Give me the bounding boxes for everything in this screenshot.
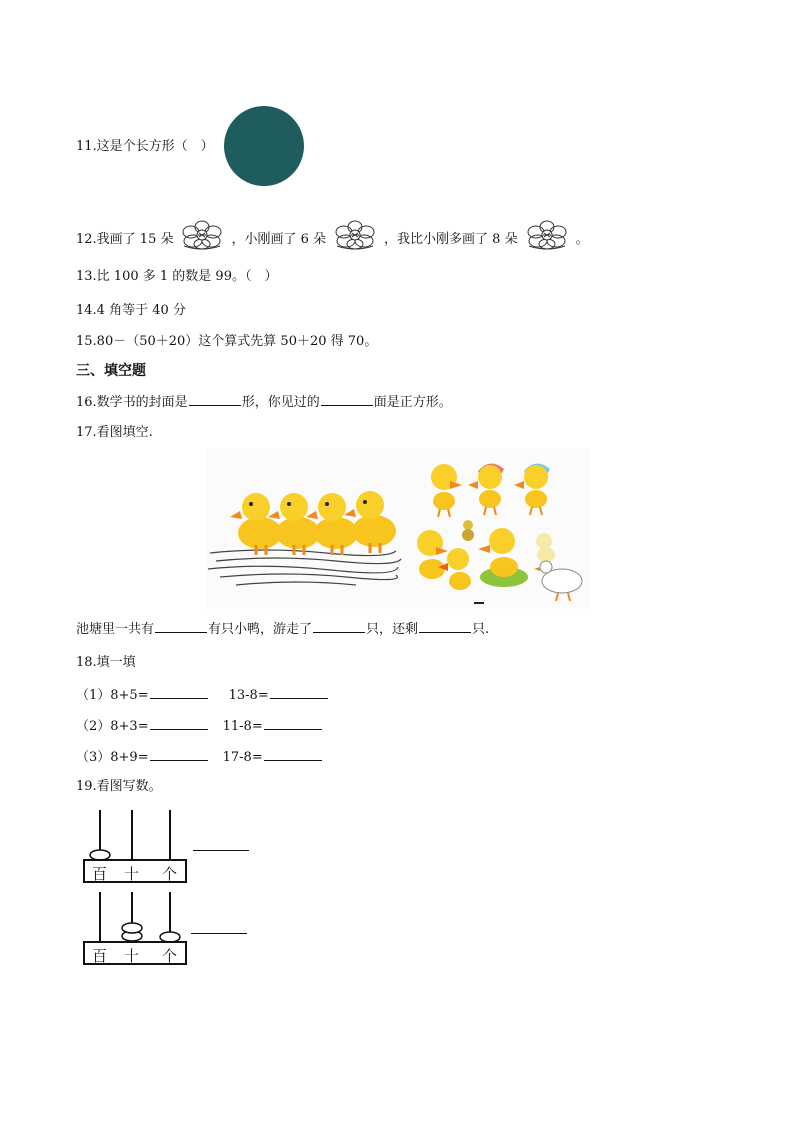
- section-title: 三、填空题: [76, 363, 146, 379]
- q17-part3: 只，还剩: [366, 622, 419, 637]
- answer-blank[interactable]: [193, 850, 249, 851]
- q18-item: （3）8+9=: [76, 750, 149, 765]
- q12-part2: ，小刚画了 6 朵: [231, 232, 327, 247]
- answer-blank[interactable]: [270, 686, 328, 699]
- flower-icon: [332, 218, 378, 261]
- q18-item: 17-8=: [222, 750, 263, 765]
- q18-item: （2）8+3=: [76, 719, 149, 734]
- abacus: [80, 890, 192, 972]
- q17-part1: 池塘里一共有: [76, 622, 155, 637]
- answer-blank[interactable]: [189, 393, 241, 406]
- place-label: 百: [92, 865, 108, 883]
- q18-row: [76, 686, 329, 705]
- q18-item: 11-8=: [222, 719, 263, 734]
- answer-blank[interactable]: [264, 748, 322, 761]
- q17-title: 17.看图填空.: [76, 425, 153, 440]
- q12-part3: ，我比小刚多画了 8 朵: [384, 232, 518, 247]
- q12-line: [76, 218, 589, 261]
- q18-item: （1）8+5=: [76, 688, 149, 703]
- answer-blank[interactable]: [264, 717, 322, 730]
- circle-shape: [224, 106, 304, 186]
- duck-group-icon: [417, 463, 582, 603]
- q17-part4: 只.: [472, 622, 490, 637]
- q18-title: 18.填一填: [76, 655, 136, 670]
- q16-part3: 面是正方形。: [373, 395, 452, 410]
- place-label: 个: [162, 947, 178, 965]
- answer-blank[interactable]: [150, 748, 208, 761]
- ducks-picture: [206, 449, 590, 609]
- q16-line: [76, 393, 452, 412]
- q16-part2: 形，你见过的: [241, 395, 320, 410]
- q13-text: 13.比 100 多 1 的数是 99。（ ）: [76, 269, 278, 284]
- answer-blank[interactable]: [419, 620, 471, 633]
- answer-blank[interactable]: [321, 393, 373, 406]
- duck-icon: [230, 491, 396, 555]
- q14-text: 14.4 角等于 40 分: [76, 303, 186, 318]
- place-label: 个: [162, 865, 178, 883]
- q12-part1: 12.我画了 15 朵: [76, 232, 174, 247]
- q17-line: [76, 620, 489, 639]
- place-label: 十: [124, 947, 140, 965]
- answer-blank[interactable]: [155, 620, 207, 633]
- q17-part2: 有只小鸭，游走了: [208, 622, 313, 637]
- answer-blank[interactable]: [313, 620, 365, 633]
- q11-text: 11.这是个长方形（ ）: [76, 139, 214, 154]
- q18-row: [76, 748, 323, 767]
- answer-blank[interactable]: [191, 933, 247, 934]
- q19-title: 19.看图写数。: [76, 779, 162, 794]
- q12-part4: 。: [575, 232, 589, 247]
- place-label: 十: [124, 865, 140, 883]
- place-label: 百: [92, 947, 108, 965]
- q18-item: 13-8=: [228, 688, 269, 703]
- abacus: [80, 808, 192, 890]
- answer-blank[interactable]: [150, 686, 208, 699]
- q15-text: 15.80－（50＋20）这个算式先算 50＋20 得 70。: [76, 334, 378, 349]
- flower-icon: [524, 218, 570, 261]
- q16-part1: 16.数学书的封面是: [76, 395, 188, 410]
- answer-blank[interactable]: [150, 717, 208, 730]
- q18-row: [76, 717, 323, 736]
- flower-icon: [179, 218, 225, 261]
